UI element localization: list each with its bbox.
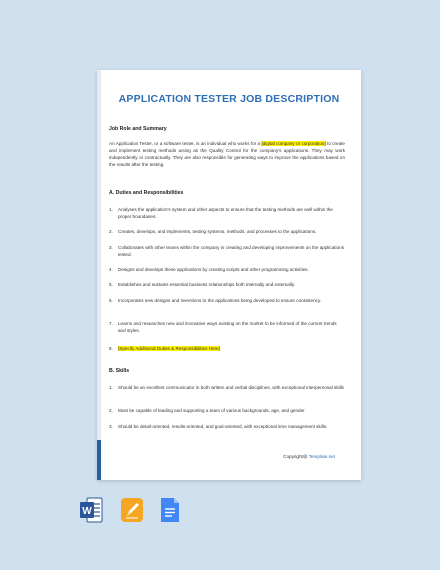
skill-text: Must be capable of leading and supporting a team of various backgrounds, age, and gender [118,408,305,413]
skill-number: 1. [109,385,113,390]
duty-text [118,345,345,352]
skill-number: 2. [109,408,113,413]
copyright-prefix: Copyright@ [283,454,309,459]
duty-item [109,297,345,304]
duties-heading: A. Duties and Responsibilities [109,190,184,196]
duty-number: 2. [109,229,113,234]
skill-item [109,384,345,391]
brand-link[interactable]: Template.net [308,454,335,459]
duty-item [109,320,345,334]
document-title: APPLICATION TESTER JOB DESCRIPTION [118,93,340,105]
duty-number: 1. [109,207,113,212]
skill-item [109,407,345,414]
duty-number: 7. [109,321,113,326]
duty-text: Designs and develops these applications by creating scripts and other programming activities. [118,267,309,272]
duty-number: 5. [109,282,113,287]
additional-duties-placeholder: [Specify Additional Duties & Responsibilities Here] [118,346,220,351]
summary-text-end: to create and implement testing methods acting as the Quality Control for the company's applications. They may work independently or contractually. They are also responsible for generating ways to improve the applications based on the results after the testing. [109,141,345,167]
google-docs-icon[interactable] [158,496,182,524]
duty-item [109,228,345,235]
apple-pages-icon[interactable] [120,496,144,524]
duty-item [109,345,345,352]
duty-text: Analyses the application's system and other aspects to ensure that the testing methods are well within the proper boundaries. [118,207,333,219]
duty-text: Collaborates with other teams within the company in creating and developing improvements on the applications tested. [118,245,344,257]
duty-item [109,266,345,273]
duty-number: 4. [109,267,113,272]
duty-number: 3. [109,245,113,250]
duty-item [109,244,345,258]
summary-paragraph [109,140,345,168]
skill-item [109,423,345,430]
document-page [97,70,361,480]
duty-item [109,206,345,220]
duty-text: Incorporates new designs and inventions to the applications being developed to ensure consistency. [118,298,322,303]
summary-text-start: An Application Tester, or a software tester, is an individual who works for a [109,141,262,146]
skill-text: Should be an excellent communicator in both written and verbal disciplines, with exceptional interpersonal skills [118,385,344,390]
skill-number: 3. [109,424,113,429]
word-letter: W [82,506,92,517]
summary-placeholder-highlight: [digital company or corporation] [261,141,326,146]
duty-text: Creates, develops, and implements, testing systems, methods, and processes to the applications. [118,229,317,234]
duty-text: Establishes and sustains essential business relationships both internally and externally. [118,282,296,287]
copyright-footer [283,454,335,459]
page-side-accent [97,440,101,480]
skill-text: Should be detail-oriented, results-oriented, and goal-oriented, with exceptional time management skills. [118,424,328,429]
duty-item [109,281,345,288]
microsoft-word-icon[interactable] [79,496,103,524]
duty-number: 8. [109,346,113,351]
duty-number: 6. [109,298,113,303]
page-side-band [97,70,101,440]
duty-text: Learns and researches new and innovative ways existing on the market to be informed of the current trends and styles. [118,321,337,333]
job-role-heading: Job Role and Summary [109,126,167,132]
skills-heading: B. Skills [109,368,130,374]
